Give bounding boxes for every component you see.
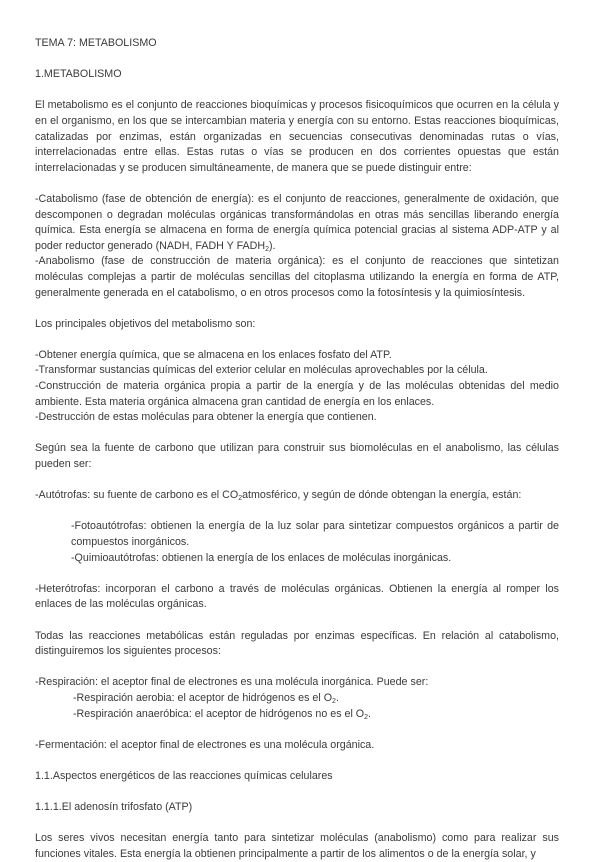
intro-paragraph: El metabolismo es el conjunto de reacciones bioquímicas y procesos fisicoquímicos que ocurren en la célula y en el organismo, en los que se intercambian materia y energía con su entorno. Estas reacciones bioquímicas, catalizadas por enzimas, están organizadas en secuencias consecutivas denominadas rutas o vías, interrelacionadas entre ellas. Estas rutas o vías se producen en dos corrientes opuestas que están interrelacionadas y se producen simultáneamente, de manera que se puede distinguir entre: [35,99,559,174]
autotrophs-end: atmosférico, y según de dónde obtengan la energía, están: [242,489,522,502]
list-item [35,691,559,707]
catabolism-paragraph [35,192,559,254]
respiration-paragraph: -Respiración: el aceptor final de electrones es una molécula inorgánica. Puede ser: [35,676,429,689]
carbon-source-paragraph: Según sea la fuente de carbono que utilizan para construir sus biomoléculas en el anabolismo, las células pueden ser: [35,442,559,471]
list-item: -Obtener energía química, que se almacena en los enlaces fosfato del ATP. [35,348,392,361]
objectives-intro: Los principales objetivos del metabolismo son: [35,317,256,330]
subsection-heading: 1.1.Aspectos energéticos de las reacciones químicas celulares [35,769,333,782]
aerobic-text: -Respiración aerobia: el aceptor de hidrógenos es el O [73,691,333,704]
list-item: -Transformar sustancias químicas del exterior celular en moléculas aprovechables por la célula. [35,364,488,377]
heterotrophs-paragraph: -Heterótrofas: incorporan el carbono a través de moléculas orgánicas. Obtienen la energía al romper los enlaces de las moléculas orgánicas. [35,582,559,611]
list-item: -Quimioautótrofas: obtienen la energía de los enlaces de moléculas inorgánicas. [71,551,452,564]
subscript: 2 [364,713,369,721]
list-item [35,707,559,723]
enzymes-paragraph: Todas las reacciones metabólicas están reguladas por enzimas específicas. En relación al catabolismo, distinguiremos los siguientes procesos: [35,629,559,658]
autotrophs-paragraph [35,488,559,504]
document-title: TEMA 7: METABOLISMO [35,37,157,49]
catabolism-end: ). [269,239,276,252]
list-item: -Destrucción de estas moléculas para obtener la energía que contienen. [35,411,377,424]
subsubsection-heading: 1.1.1.El adenosín trifosfato (ATP) [35,801,193,814]
catabolism-text: -Catabolismo (fase de obtención de energía): es el conjunto de reacciones, generalmente de oxidación, que descomponen o degradan moléculas orgánicas transformándolas en otras más sencillas liberando energía química. Esta energía se almacena en forma de energía química potencial gracias al sistema ADP-ATP y al poder reductor generado (NADH, FADH Y FADH [35,192,559,252]
subscript: 2 [238,495,243,503]
closing-paragraph: Los seres vivos necesitan energía tanto para sintetizar moléculas (anabolismo) como para realizar sus funciones vitales. Esta energía la obtienen principalmente a partir de los alimentos o de la energía solar, y [35,832,559,860]
anaerobic-text: -Respiración anaeróbica: el aceptor de hidrógenos no es el O [73,707,365,720]
subscript: 2 [265,245,269,253]
document-page [35,36,559,862]
section-heading: 1.METABOLISMO [35,68,122,81]
anabolism-paragraph: -Anabolismo (fase de construcción de materia orgánica): es el conjunto de reacciones que sintetizan moléculas complejas a partir de moléculas sencillas del citoplasma utilizando la energía en forma de ATP, generalmente generada en el catabolismo, o en otros procesos como la fotosíntesis y la quimiosíntesis. [35,255,559,299]
autotrophs-text: -Autótrofas: su fuente de carbono es el CO [35,489,239,502]
list-item: -Fotoautótrofas: obtienen la energía de la luz solar para sintetizar compuestos orgánicos a partir de compuestos inorgánicos. [71,520,559,548]
subscript: 2 [332,697,336,705]
list-item: -Construcción de materia orgánica propia a partir de la energía y de las moléculas obtenidas del medio ambiente. Esta materia orgánica almacena gran cantidad de energía en los enlaces. [35,380,559,408]
objectives-list [35,348,559,426]
autotrophs-list [35,519,559,566]
aerobic-end: . [335,691,339,704]
fermentation-paragraph: -Fermentación: el aceptor final de electrones es una molécula orgánica. [35,738,375,751]
anaerobic-end: . [368,707,372,720]
